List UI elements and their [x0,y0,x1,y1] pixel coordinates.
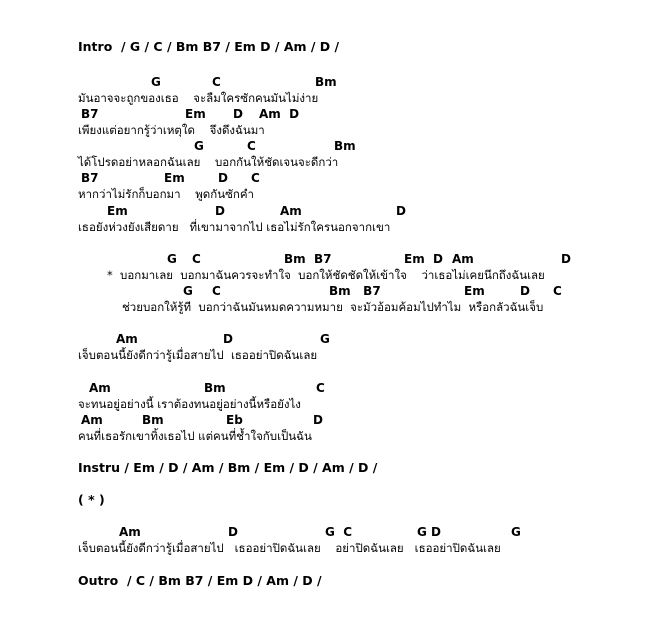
chord: Em D [404,252,444,266]
outro-progression: Outro / C / Bm B7 / Em D / Am / D / [78,573,322,588]
lyric-line: คนที่เธอรักเขาทิ้งเธอไป แต่คนที่ช้ำใจกับเป็นฉัน [78,429,312,443]
chord: Am [119,525,141,539]
chord: C [192,252,201,266]
chord: Bm [334,139,356,153]
chord: C [247,139,256,153]
chord: C [553,284,562,298]
chord: D [228,525,238,539]
chord: G [511,525,521,539]
chord: D [215,204,225,218]
chord: Am D [259,107,300,121]
chord: B7 [81,171,99,185]
chord: Bm [204,381,226,395]
chord: C [316,381,325,395]
lyric-line: จะทนอยู่อย่างนี้ เราต้องทนอยู่อย่างนี้หรือยังไง [78,397,301,411]
chord: G [183,284,193,298]
chord: G [167,252,177,266]
lyric-line: มันอาจจะถูกของเธอ จะลืมใครซักคนมันไม่ง่าย [78,91,319,105]
chord: Bm B7 [284,252,332,266]
chord: Em [164,171,185,185]
chord: G [194,139,204,153]
chord: D [233,107,243,121]
chord: D [396,204,406,218]
chord: Am [452,252,474,266]
chord: Em [107,204,128,218]
chord: D [561,252,571,266]
chord: Bm [315,75,337,89]
chord: B7 [81,107,99,121]
chord: G [151,75,161,89]
lyric-line: ได้โปรดอย่าหลอกฉันเลย บอกกันให้ชัดเจนจะดีกว่า [78,155,339,169]
chord: C [212,75,221,89]
lyric-line: ช่วยบอกให้รู้ที บอกว่าฉันมันหมดความหมาย จะมัวอ้อมค้อมไปทำไม หรือกลัวฉันเจ็บ [122,300,544,314]
chord: G D [417,525,441,539]
chord: Am [116,332,138,346]
chord: G [320,332,330,346]
chord: D [223,332,233,346]
chord: Bm B7 [329,284,381,298]
chord: D [520,284,530,298]
chord: Bm [142,413,164,427]
chord: Eb [226,413,243,427]
lyric-line: * บอกมาเลย บอกมาฉันควรจะทำใจ บอกให้ชัดชัดให้เข้าใจ ว่าเธอไม่เคยนึกถึงฉันเลย [107,268,545,282]
chord: D [218,171,228,185]
chord: Em [185,107,206,121]
lyric-line: เพียงแต่อยากรู้ว่าเหตุใด จึงดึงฉันมา [78,123,265,137]
chord: C [212,284,221,298]
chord: Am [81,413,103,427]
chord: Am [89,381,111,395]
chord: D [313,413,323,427]
chord: Em [464,284,485,298]
chord: G C [325,525,353,539]
repeat-chorus-marker: ( * ) [78,492,105,507]
intro-progression: Intro / G / C / Bm B7 / Em D / Am / D / [78,39,340,54]
chord: Am [280,204,302,218]
chord: C [251,171,260,185]
lyric-line: เธอยังห่วงยังเสียดาย ที่เขามาจากไป เธอไม่รักใครนอกจากเขา [78,220,391,234]
lyric-line: หากว่าไม่รักก็บอกมา พูดกันซักคำ [78,187,255,201]
lyric-line: เจ็บตอนนี้ยังดีกว่ารู้เมื่อสายไป เธออย่าปิดฉันเลย [78,348,318,362]
instrumental-progression: Instru / Em / D / Am / Bm / Em / D / Am / D / [78,460,378,475]
lyric-line: เจ็บตอนนี้ยังดีกว่ารู้เมื่อสายไป เธออย่าปิดฉันเลย อย่าปิดฉันเลย เธออย่าปิดฉันเลย [78,541,501,555]
